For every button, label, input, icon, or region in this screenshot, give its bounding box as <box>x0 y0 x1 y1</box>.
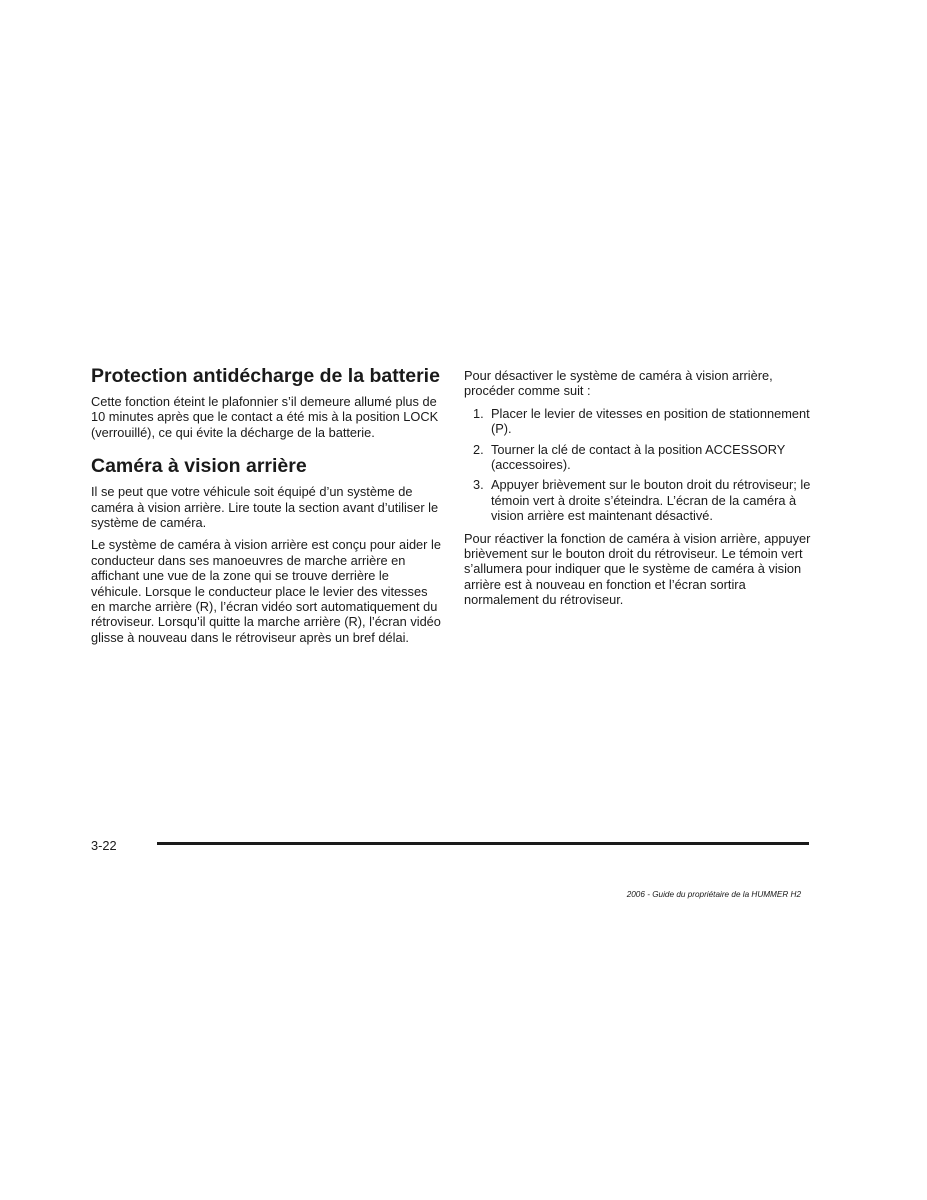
right-column <box>464 368 814 615</box>
step-item <box>464 442 814 473</box>
step-item <box>464 406 814 437</box>
page-number: 3-22 <box>91 838 117 853</box>
step-number: 2. <box>473 441 484 457</box>
step-item <box>464 477 814 523</box>
rear-camera-paragraph-1: Il se peut que votre véhicule soit équipé d’un système de caméra à vision arrière. Lire toute la section avant d’utiliser le système de caméra. <box>91 484 439 531</box>
heading-rear-camera: Caméra à vision arrière <box>91 455 307 478</box>
step-text: Tourner la clé de contact à la position ACCESSORY (accessoires). <box>491 441 786 473</box>
deactivate-steps <box>464 406 814 524</box>
reactivate-paragraph: Pour réactiver la fonction de caméra à vision arrière, appuyer brièvement sur le bouton droit du rétroviseur. Le témoin vert s’allumera pour indiquer que le système de caméra à vision arrière est à nouveau en fonction et l’écran sortira normalement du rétroviseur. <box>464 530 811 608</box>
left-column <box>91 366 441 652</box>
footer-rule <box>157 842 809 845</box>
step-text: Placer le levier de vitesses en position de stationnement (P). <box>491 405 810 437</box>
deactivate-intro: Pour désactiver le système de caméra à vision arrière, procéder comme suit : <box>464 368 773 399</box>
step-text: Appuyer brièvement sur le bouton droit du rétroviseur; le témoin vert à droite s’éteindra. L’écran de la caméra à vision arrière est maintenant désactivé. <box>491 477 811 524</box>
step-number: 3. <box>473 477 484 493</box>
battery-protection-paragraph: Cette fonction éteint le plafonnier s’il demeure allumé plus de 10 minutes après que le contact a été mis à la position LOCK (verrouillé), ce qui évite la décharge de la batterie. <box>91 394 439 440</box>
rear-camera-paragraph-2: Le système de caméra à vision arrière est conçu pour aider le conducteur dans ses manoeuvres de marche arrière en affichant une vue de la zone qui se trouve derrière le véhicule. Lorsque le conducteur place le levier des vitesses en marche arrière (R), l’écran vidéo sort automatiquement du rétroviseur. Lorsqu’il quitte la marche arrière (R), l’écran vidéo glisse à nouveau dans le rétroviseur après un bref délai. <box>91 537 441 645</box>
heading-battery-protection: Protection antidécharge de la batterie <box>91 365 440 387</box>
step-number: 1. <box>473 405 484 421</box>
book-title-footer: 2006 - Guide du propriétaire de la HUMMER H2 <box>626 890 801 899</box>
